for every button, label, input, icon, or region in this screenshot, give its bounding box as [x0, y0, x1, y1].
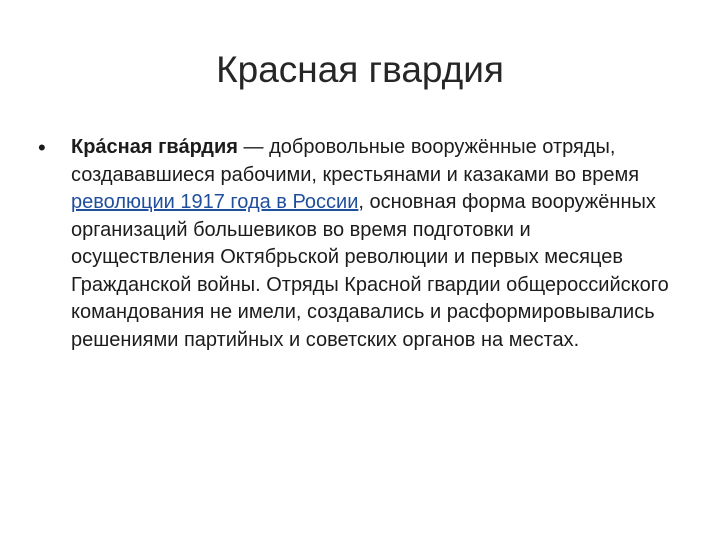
- definition-text-start: добровольные вооружённые отряды, создававшиеся рабочими, крестьянами и казаками во время: [71, 136, 640, 186]
- slide-content: [38, 134, 678, 354]
- definition-text-end: , основная форма вооружённых организаций большевиков во время подготовки и осуществления Октябрьской революции и первых месяцев Гражданской войны. Отряды Красной гвардии общероссийского командования не имели, создавались и расформировывались решениями партийных и советских органов на местах.: [71, 191, 669, 351]
- term-bold: Кра́сная гва́рдия: [71, 136, 238, 158]
- slide-title: Красная гвардия: [216, 49, 504, 90]
- bullet-text: [71, 134, 678, 354]
- bullet-item: [38, 134, 678, 354]
- term-dash: —: [237, 136, 270, 158]
- bullet-marker: •: [38, 135, 46, 160]
- revolution-1917-link[interactable]: революции 1917 года в России: [71, 191, 359, 213]
